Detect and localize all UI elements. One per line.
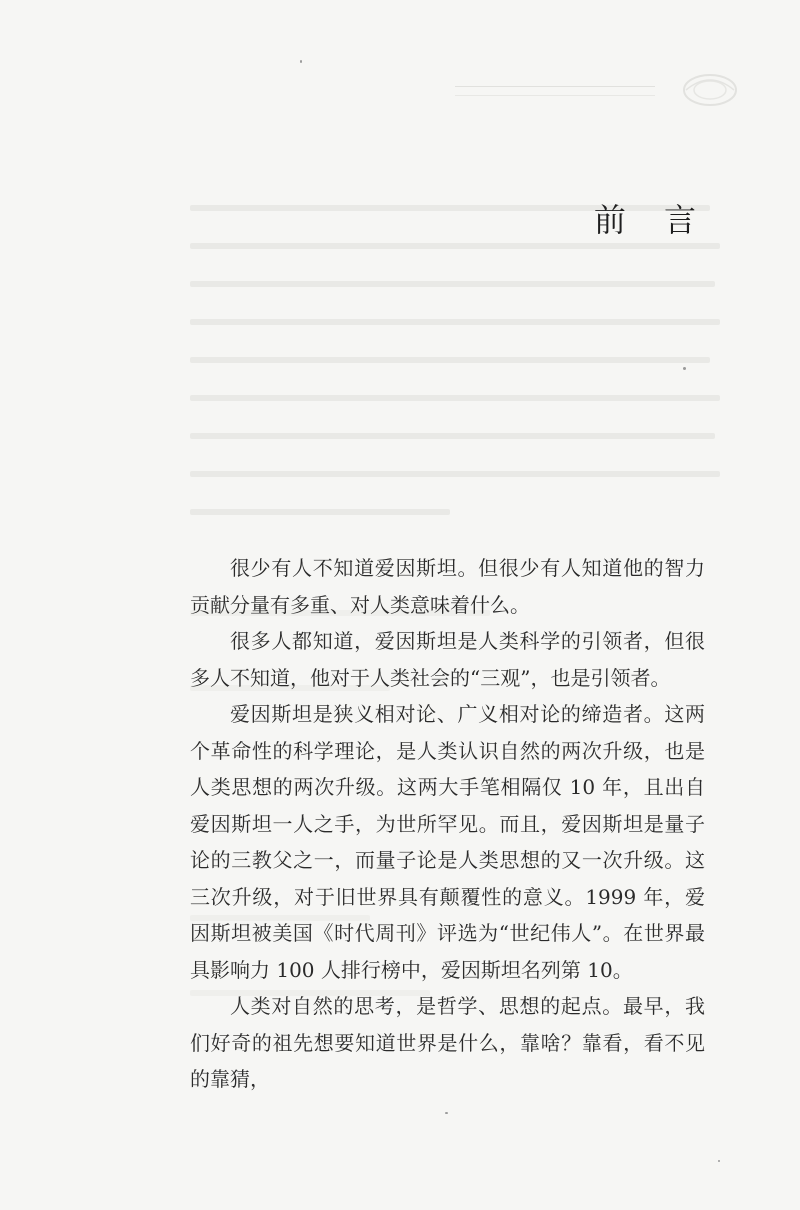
paragraph: 很少有人不知道爱因斯坦。但很少有人知道他的智力贡献分量有多重、对人类意味着什么。 [190,556,705,617]
header-ornament [455,68,740,108]
decorative-emblem-icon [670,68,740,108]
paragraph: 爱因斯坦是狭义相对论、广义相对论的缔造者。这两个革命性的科学理论，是人类认识自然的两次升级，也是人类思想的两次升级。这两大手笔相隔仅 10 年，且出自爱因斯坦一人之手，为世所罕见。而且，爱因斯坦是量子论的三教父之一，而量子论是人类思想的又一次升级。这三次升级，对于旧世界具有颠覆性的意义。1999 年，爱因斯坦被美国《时代周刊》评选为“世纪伟人”。在世界最具影响力 100 人排行榜中，爱因斯坦名列第 10。 [190,702,705,982]
page-title: 前 言 [593,201,710,239]
header-rule [455,86,655,96]
paragraph: 人类对自然的思考，是哲学、思想的起点。最早，我们好奇的祖先想要知道世界是什么，靠啥？靠看，看不见的靠猜， [190,994,705,1091]
paper-speck [683,367,686,370]
paper-speck [445,1112,448,1114]
paragraph: 很多人都知道，爱因斯坦是人类科学的引领者，但很多人不知道，他对于人类社会的“三观”，也是引领者。 [190,629,705,690]
paper-speck [718,1160,720,1162]
body-text [190,550,705,1098]
paper-speck [300,60,302,63]
bleed-through-text-upper [190,195,725,535]
